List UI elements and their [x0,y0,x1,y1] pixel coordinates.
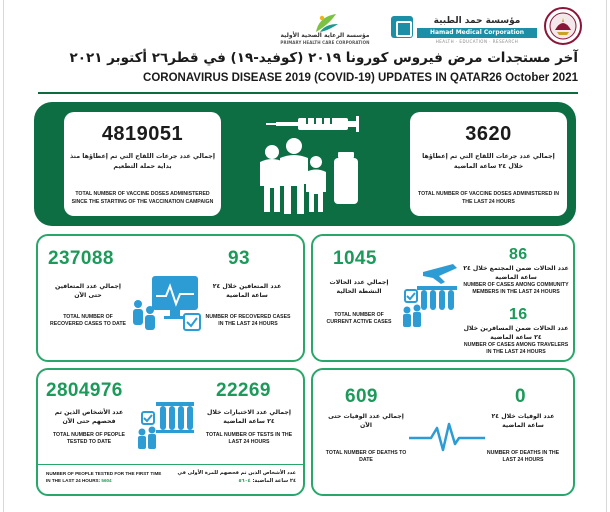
recovery-monitor-icon [130,274,202,332]
deaths-total-label-ar: إجمالي عدد الوفيات حتى الآن [328,413,404,429]
tests-last24-label-en: TOTAL NUMBER OF TESTS IN THE LAST 24 HOURS [205,432,293,445]
hmc-logo [391,16,539,46]
active-community-label-en: NUMBER OF CASES AMONG COMMUNITY MEMBERS IN THE LAST 24 HOURS [463,282,569,295]
vaccine-last24-label-ar: إجمالي عدد جرعات اللقاح التي تم إعطاؤها خلال ٢٤ ساعة الماضية [422,153,555,170]
test-tubes-people-icon [134,400,196,450]
hmc-mark-icon [391,16,413,38]
tests-last24-label-ar: إجمالي عدد الاختبارات خلال ٢٤ ساعة الماضية [206,409,292,425]
family-vaccine-syringe-icon [246,108,374,220]
recovered-panel [36,234,305,362]
hmc-logo-english: Hamad Medical Corporation [417,28,537,38]
recovered-total-label-ar: إجمالي عدد المتعافين حتى الآن [55,283,121,299]
recovered-last24-value: 93 [228,248,250,269]
deaths-last24-value: 0 [515,386,526,407]
title-divider [38,92,578,94]
vaccine-last24-card [410,112,567,216]
active-current-label-en: TOTAL NUMBER OF CURRENT ACTIVE CASES [326,312,392,325]
active-community-value: 86 [509,246,528,263]
recovered-total-label-en: TOTAL NUMBER OF RECOVERED CASES TO DATE [50,314,126,327]
airplane-icon [423,264,457,284]
vaccine-total-label-ar: إجمالي عدد جرعات اللقاح التي تم إعطاؤها منذ بداية حملة التطعيم [70,153,215,170]
active-cases-panel [311,234,575,362]
active-travelers-label-ar: عدد الحالات ضمن المسافرين خلال ٢٤ ساعة الماضية [463,325,569,341]
deaths-total-label-en: TOTAL NUMBER OF DEATHS TO DATE [325,450,407,463]
vaccine-panel [34,102,576,226]
phcc-logo [276,12,374,46]
tests-total-value: 2804976 [46,380,123,401]
tests-first-time-value: 5604 [101,478,112,483]
vaccine-last24-value: 3620 [465,123,512,145]
tests-total-label-en: TOTAL NUMBER OF PEOPLE TESTED TO DATE [52,432,126,445]
tests-total-label-ar: عدد الأشخاص الذين تم فحصهم حتى الآن [54,409,124,425]
active-travelers-value: 16 [509,306,528,323]
phcc-logo-english: PRIMARY HEALTH CARE CORPORATION [280,40,370,45]
active-current-label-ar: إجمالي عدد الحالات النشطة الحالية [329,279,389,295]
heartbeat-line-icon [407,420,487,454]
hmc-logo-tagline: HEALTH · EDUCATION · RESEARCH [435,39,519,44]
travel-tests-icon [399,262,461,328]
tests-last24-value: 22269 [216,380,271,401]
tests-first-time-value-ar: ٥٦٠٤ [238,478,251,484]
tests-first-time-label-en: NUMBER OF PEOPLE TESTED FOR THE FIRST TIME IN THE LAST 24 HOURS: [46,471,162,483]
tests-first-time-en [46,470,164,484]
phcc-leaf-icon [312,12,340,34]
hmc-logo-arabic: مؤسسة حمد الطبية [433,16,521,26]
vaccine-last24-label-en: TOTAL NUMBER OF VACCINE DOSES ADMINISTERED IN THE LAST 24 HOURS [418,191,559,205]
active-current-value: 1045 [333,248,377,269]
vaccine-total-value: 4819051 [101,123,184,145]
recovered-total-value: 237088 [48,248,114,269]
phcc-logo-arabic: مؤسسة الرعاية الصحية الأولية [280,32,370,39]
deaths-total-value: 609 [345,386,378,407]
deaths-last24-label-ar: عدد الوفيات خلال ٢٤ ساعة الماضية [491,413,555,429]
recovered-last24-label-ar: عدد المتعافين خلال ٢٤ ساعة الماضية [212,283,282,299]
people-icon [403,305,421,328]
tests-footer-divider [38,464,303,465]
vaccine-total-card [64,112,221,216]
recovered-last24-label-en: NUMBER OF RECOVERED CASES IN THE LAST 24 HOURS [205,314,291,327]
page-title-arabic: آخر مستجدات مرض فيروس كورونا ٢٠١٩ (كوفيد-١٩) في قطر٢٦ أكتوبر ٢٠٢١ [69,50,578,66]
tests-first-time-ar [170,469,296,485]
page-title [38,50,578,94]
deaths-panel [311,368,575,496]
tests-panel [36,368,305,496]
deaths-last24-label-en: NUMBER OF DEATHS IN THE LAST 24 HOURS [486,450,560,463]
vaccine-total-label-en: TOTAL NUMBER OF VACCINE DOSES ADMINISTERED SINCE THE STARTING OF THE VACCINATION CAMPAIGN [71,191,214,205]
active-community-label-ar: عدد الحالات ضمن المجتمع خلال ٢٤ ساعة الماضية [463,265,569,281]
active-travelers-label-en: NUMBER OF CASES AMONG TRAVELERS IN THE LAST 24 HOURS [463,342,569,355]
page-title-english: CORONAVIRUS DISEASE 2019 (COVID-19) UPDATES IN QATAR26 October 2021 [143,72,578,84]
test-tubes-icon [417,286,457,310]
tests-first-time-label-ar: عدد الأشخاص الذين تم فحصهم للمرة الأولى في ٢٤ ساعة الماضية: [177,470,296,484]
moph-emblem-icon [543,6,583,46]
